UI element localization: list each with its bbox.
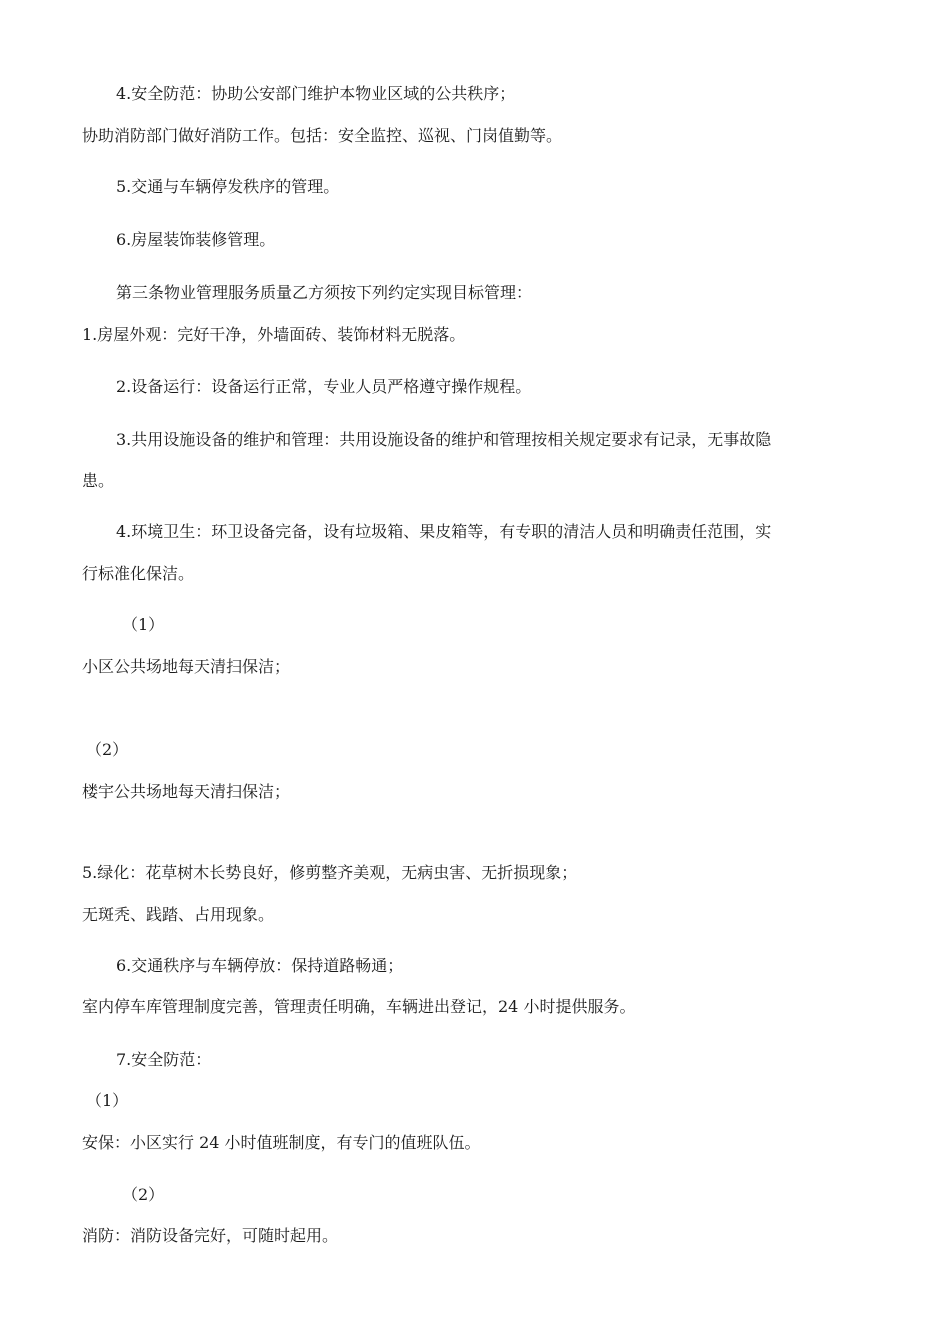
list-marker-4: （2） xyxy=(122,1185,165,1204)
paragraph-security-1: 4.安全防范：协助公安部门维护本物业区域的公共秩序； xyxy=(116,84,516,103)
paragraph-decoration: 6.房屋装饰装修管理。 xyxy=(116,230,276,249)
paragraph-community-clean: 小区公共场地每天清扫保洁； xyxy=(82,657,291,676)
paragraph-appearance: 1.房屋外观：完好干净，外墙面砖、装饰材料无脱落。 xyxy=(82,325,466,344)
paragraph-greening-2: 无斑秃、践踏、占用现象。 xyxy=(82,905,275,924)
list-marker-1: （1） xyxy=(122,615,165,634)
paragraph-facilities-2: 患。 xyxy=(82,471,115,490)
paragraph-security-guard: 安保：小区实行 24 小时值班制度，有专门的值班队伍。 xyxy=(82,1133,481,1152)
paragraph-traffic: 5.交通与车辆停发秩序的管理。 xyxy=(116,177,340,196)
paragraph-facilities-1: 3.共用设施设备的维护和管理：共用设施设备的维护和管理按相关规定要求有记录，无事故隐 xyxy=(116,430,772,449)
list-marker-2: （2） xyxy=(86,740,129,759)
paragraph-parking-2: 室内停车库管理制度完善，管理责任明确，车辆进出登记，24 小时提供服务。 xyxy=(82,997,636,1016)
list-marker-3: （1） xyxy=(86,1091,129,1110)
paragraph-equipment: 2.设备运行：设备运行正常，专业人员严格遵守操作规程。 xyxy=(116,377,532,396)
paragraph-parking-1: 6.交通秩序与车辆停放：保持道路畅通； xyxy=(116,956,404,975)
paragraph-building-clean: 楼宇公共场地每天清扫保洁； xyxy=(82,782,291,801)
paragraph-sanitation-2: 行标准化保洁。 xyxy=(82,564,195,583)
paragraph-security-2: 协助消防部门做好消防工作。包括：安全监控、巡视、门岗值勤等。 xyxy=(82,126,563,145)
article-three-heading: 第三条物业管理服务质量乙方须按下列约定实现目标管理： xyxy=(116,283,533,302)
paragraph-fire-protection: 消防：消防设备完好，可随时起用。 xyxy=(82,1226,339,1245)
paragraph-sanitation-1: 4.环境卫生：环卫设备完备，设有垃圾箱、果皮箱等，有专职的清洁人员和明确责任范围，实 xyxy=(116,522,772,541)
paragraph-safety-heading: 7.安全防范： xyxy=(116,1050,212,1069)
paragraph-greening-1: 5.绿化：花草树木长势良好，修剪整齐美观，无病虫害、无折损现象； xyxy=(82,863,578,882)
